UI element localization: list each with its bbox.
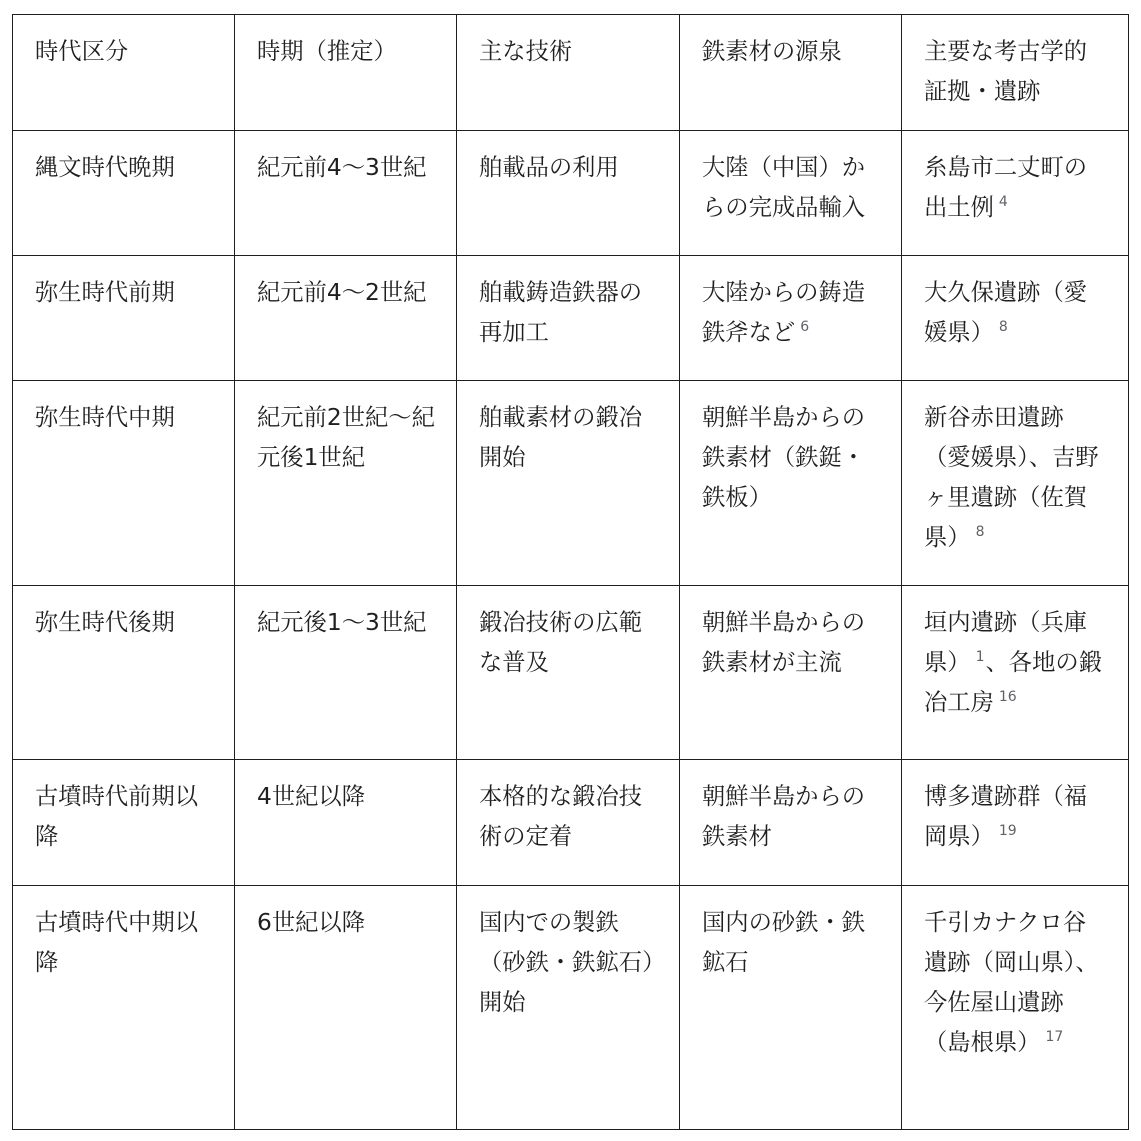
cell-evidence bbox=[902, 381, 1129, 586]
citation-ref[interactable]: 6 bbox=[800, 319, 810, 336]
table-row bbox=[13, 131, 1129, 256]
table-container bbox=[12, 14, 1128, 1130]
table-row bbox=[13, 256, 1129, 381]
cell-evidence bbox=[902, 256, 1129, 381]
cell-text: 千引カナクロ谷遺跡（岡山県）、今佐屋山遺跡（島根県） bbox=[924, 909, 1099, 1056]
cell-evidence bbox=[902, 586, 1129, 760]
cell-iron-source bbox=[680, 760, 902, 886]
cell-technology: 国内での製鉄（砂鉄・鉄鉱石）開始 bbox=[457, 886, 680, 1130]
cell-period: 紀元後1～3世紀 bbox=[235, 586, 457, 760]
cell-text: 国内の砂鉄・鉄鉱石 bbox=[702, 909, 866, 976]
cell-iron-source bbox=[680, 886, 902, 1130]
table-header-row bbox=[13, 15, 1129, 131]
cell-evidence bbox=[902, 886, 1129, 1130]
table-row bbox=[13, 760, 1129, 886]
table-row bbox=[13, 586, 1129, 760]
citation-ref[interactable]: 8 bbox=[998, 319, 1008, 336]
cell-evidence bbox=[902, 760, 1129, 886]
cell-period: 4世紀以降 bbox=[235, 760, 457, 886]
cell-iron-source bbox=[680, 131, 902, 256]
cell-text: 大陸からの鋳造鉄斧など bbox=[702, 279, 866, 346]
table-row bbox=[13, 886, 1129, 1130]
citation-ref[interactable]: 1 bbox=[975, 649, 985, 666]
cell-technology: 本格的な鍛冶技術の定着 bbox=[457, 760, 680, 886]
citation-ref[interactable]: 4 bbox=[998, 194, 1008, 211]
table-row bbox=[13, 381, 1129, 586]
cell-text: 朝鮮半島からの鉄素材（鉄鋌・鉄板） bbox=[702, 404, 866, 511]
header-technology: 主な技術 bbox=[457, 15, 680, 131]
cell-technology: 舶載鋳造鉄器の再加工 bbox=[457, 256, 680, 381]
cell-period: 紀元前2世紀～紀元後1世紀 bbox=[235, 381, 457, 586]
cell-iron-source bbox=[680, 586, 902, 760]
cell-era: 縄文時代晩期 bbox=[13, 131, 235, 256]
iron-history-table bbox=[12, 14, 1129, 1130]
cell-technology: 舶載品の利用 bbox=[457, 131, 680, 256]
cell-text: 大久保遺跡（愛媛県） bbox=[924, 279, 1088, 346]
header-period: 時期（推定） bbox=[235, 15, 457, 131]
cell-text: 垣内遺跡（兵庫県） bbox=[924, 609, 1088, 676]
cell-text: 朝鮮半島からの鉄素材が主流 bbox=[702, 609, 866, 676]
cell-technology: 舶載素材の鍛冶開始 bbox=[457, 381, 680, 586]
header-era: 時代区分 bbox=[13, 15, 235, 131]
cell-evidence bbox=[902, 131, 1129, 256]
cell-period: 6世紀以降 bbox=[235, 886, 457, 1130]
cell-text: 、各地の鍛冶工房 bbox=[924, 649, 1102, 716]
table-body bbox=[13, 15, 1129, 1130]
cell-technology: 鍛冶技術の広範な普及 bbox=[457, 586, 680, 760]
citation-ref[interactable]: 17 bbox=[1045, 1029, 1064, 1046]
citation-ref[interactable]: 16 bbox=[998, 689, 1017, 706]
cell-era: 古墳時代前期以降 bbox=[13, 760, 235, 886]
cell-era: 弥生時代中期 bbox=[13, 381, 235, 586]
cell-iron-source bbox=[680, 256, 902, 381]
cell-text: 博多遺跡群（福岡県） bbox=[924, 783, 1088, 850]
cell-text: 新谷赤田遺跡（愛媛県）、吉野ヶ里遺跡（佐賀県） bbox=[924, 404, 1099, 551]
cell-text: 大陸（中国）からの完成品輸入 bbox=[702, 154, 866, 221]
header-evidence: 主要な考古学的証拠・遺跡 bbox=[902, 15, 1129, 131]
cell-era: 弥生時代前期 bbox=[13, 256, 235, 381]
citation-ref[interactable]: 19 bbox=[998, 823, 1017, 840]
cell-text: 朝鮮半島からの鉄素材 bbox=[702, 783, 866, 850]
citation-ref[interactable]: 8 bbox=[975, 524, 985, 541]
cell-era: 古墳時代中期以降 bbox=[13, 886, 235, 1130]
cell-iron-source bbox=[680, 381, 902, 586]
cell-period: 紀元前4～3世紀 bbox=[235, 131, 457, 256]
header-iron-source: 鉄素材の源泉 bbox=[680, 15, 902, 131]
cell-era: 弥生時代後期 bbox=[13, 586, 235, 760]
cell-period: 紀元前4～2世紀 bbox=[235, 256, 457, 381]
cell-text: 糸島市二丈町の出土例 bbox=[924, 154, 1088, 221]
